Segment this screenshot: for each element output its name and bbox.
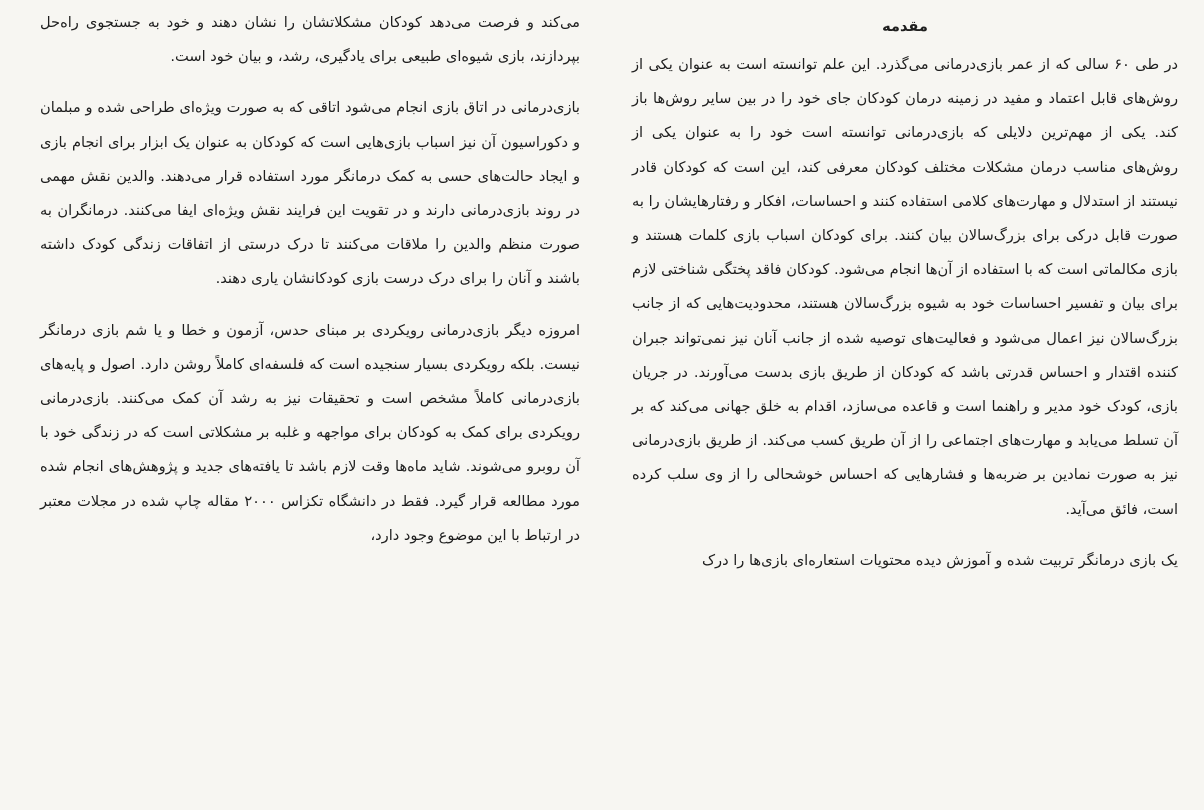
paragraph: می‌کند و فرصت می‌دهد کودکان مشکلاتشان را نشان دهند و خود به جستجوی راه‌حل بپردازند، بازی شیوه‌ای طبیعی برای یادگیری، رشد، و بیان خود است. (40, 14, 580, 66)
paragraph: یک بازی درمانگر تربیت شده و آموزش دیده محتویات استعاره‌ای بازی‌ها را درک (702, 551, 1178, 569)
paragraph: بازی‌درمانی در اتاق بازی انجام می‌شود اتاقی که به صورت ویژه‌ای طراحی شده و مبلمان و دکوراسیون آن نیز اسباب بازی‌هایی است که کودکان به عنوان یک ابزار برای انجام بازی و ایجاد حالت‌های حسی به کمک درمانگر مورد استفاده قرار می‌دهند. والدین نقش مهمی در روند بازی‌درمانی دارند و در تقویت این فرایند نقش ویژه‌ای ایفا می‌کنند. درمانگران به صورت منظم والدین را ملاقات می‌کنند تا درک درستی از اتفاقات زندگی کودک داشته باشند و آنان را برای درک درست بازی کودکانشان یاری دهند. (40, 99, 580, 288)
paragraph: امروزه دیگر بازی‌درمانی رویکردی بر مبنای حدس، آزمون و خطا و یا شم بازی درمانگر نیست. بلکه رویکردی بسیار سنجیده است که فلسفه‌ای کاملاً روشن دارد. اصول و پایه‌های بازی‌درمانی کاملاً مشخص است و تحقیقات نیز به رشد آن کمک می‌کنند. بازی‌درمانی رویکردی برای کمک به کودکان برای مواجهه و غلبه بر مشکلاتی است که در زندگی خود با آن روبرو می‌شوند. شاید ماه‌ها وقت لازم باشد تا یافته‌های جدید و پژوهش‌های انجام شده مورد مطالعه قرار گیرد. فقط در دانشگاه تکزاس ۲۰۰۰ مقاله چاپ شده در مجلات معتبر در ارتباط با این موضوع وجود دارد، (40, 321, 580, 544)
right-column (632, 6, 1178, 595)
left-column (40, 6, 580, 570)
paragraph: در طی ۶۰ سالی که از عمر بازی‌درمانی می‌گذرد. این علم توانسته است به عنوان یکی از روش‌های قابل اعتماد و مفید در زمینه درمان کودکان جای خود را در بین سایر روش‌ها باز کند. یکی از مهم‌ترین دلایلی که بازی‌درمانی توانسته است خود را به عنوان یکی از روش‌های مناسب درمان مشکلات مختلف کودکان معرفی کند، این است که کودکان قادر نیستند از استدلال و مهارت‌های کلامی استفاده کنند و احساسات، افکار و رفتارهایشان را به صورت قابل درکی برای بزرگ‌سالان بیان کنند. برای کودکان اسباب بازی کلمات هستند و بازی مکالماتی است که با استفاده از آن‌ها انجام می‌شود. کودکان فاقد پختگی شناختی لازم برای بیان و تفسیر احساسات خود به شیوه بزرگ‌سالان هستند، محدودیت‌هایی که از جانب بزرگ‌سالان نیز اعمال می‌شود و فعالیت‌های توصیه شده از جانب آنان نیز نمی‌تواند جبران کننده اقتدار و احساس قدرتی باشد که کودکان از طریق بازی بدست می‌آورند. در جریان بازی، کودک خود مدیر و راهنما است و قاعده می‌سازد، اقدام به خلق جهانی می‌کند که بر آن تسلط می‌یابد و مهارت‌های اجتماعی را از آن طریق کسب می‌کند. از طریق بازی‌درمانی نیز به صورت نمادین بر ضربه‌ها و فشارهایی که احساس خوشحالی را از وی سلب کرده است، فائق می‌آید. (632, 56, 1178, 518)
section-heading: مقدمه (882, 18, 928, 35)
